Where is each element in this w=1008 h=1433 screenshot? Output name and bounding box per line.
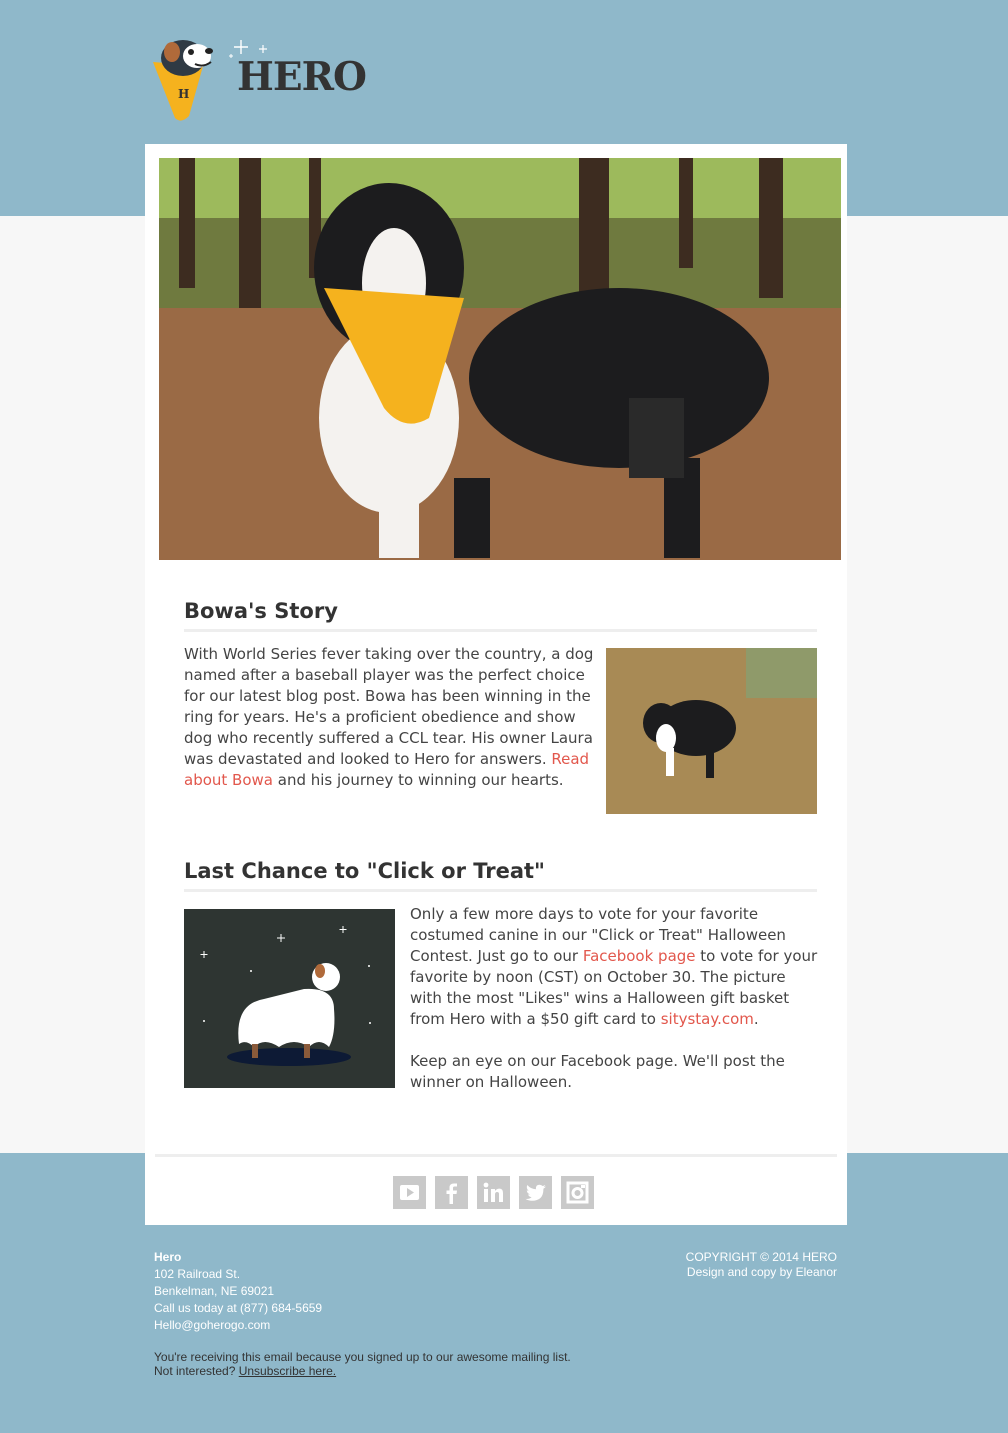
ghost-dog-illustration[interactable] (184, 909, 395, 1088)
read-about-bowa-link[interactable]: Read about Bowa (184, 750, 590, 789)
story-text-part: and his journey to winning our hearts. (272, 771, 564, 789)
story-text-part: With World Series fever taking over the country, a dog named after a baseball player was the perfect choice for our latest blog post. Bowa has been winning in the ring for years. He's a proficient obedience and show dog who recently suffered a CCL tear. His owner Laura was devastated and looked to Hero for answers. (184, 645, 594, 768)
twitter-icon[interactable] (519, 1176, 552, 1209)
hero-dog-photo[interactable] (159, 158, 841, 560)
svg-text:H: H (178, 87, 190, 101)
story-text-part: to vote for your favorite by noon (CST) on October 30. The picture with the most "Likes" wins a Halloween gift basket from Hero with a $50 gift card to (410, 947, 818, 1028)
linkedin-icon[interactable] (477, 1176, 510, 1209)
instagram-icon[interactable] (561, 1176, 594, 1209)
footer-contact (154, 1249, 322, 1334)
footer-address-1: 102 Railroad St. (154, 1267, 241, 1281)
mailing-notice-text: You're receiving this email because you signed up to our awesome mailing list. (154, 1350, 571, 1364)
social-links (393, 1176, 594, 1209)
facebook-page-link[interactable]: Facebook page (582, 947, 696, 965)
unsubscribe-link[interactable]: Unsubscribe here. (238, 1364, 337, 1378)
brand-name: HERO (237, 54, 366, 100)
footer-address-2: Benkelman, NE 69021 (154, 1284, 275, 1298)
story-title-bowa: Bowa's Story (184, 599, 817, 632)
bowa-photo[interactable] (606, 648, 817, 814)
story-text-click-or-treat (410, 904, 820, 1093)
facebook-icon[interactable] (435, 1176, 468, 1209)
footer-phone[interactable]: Call us today at (877) 684-5659 (154, 1301, 323, 1315)
email-card (145, 144, 847, 1225)
footer-company: Hero (154, 1250, 182, 1264)
copyright-text: COPYRIGHT © 2014 HERO (685, 1250, 837, 1264)
footer-credits (560, 1250, 837, 1280)
mailing-notice (154, 1350, 571, 1378)
story-text-bowa (184, 644, 594, 791)
dog-mascot-icon (145, 36, 225, 126)
not-interested-text: Not interested? (154, 1364, 239, 1378)
hero-logo[interactable] (145, 36, 375, 126)
footer-email[interactable]: Hello@goherogo.com (154, 1318, 271, 1332)
footer-divider (155, 1154, 837, 1157)
sitystay-link[interactable]: sitystay.com (660, 1010, 754, 1028)
youtube-icon[interactable] (393, 1176, 426, 1209)
story-text-part: . (753, 1010, 759, 1028)
design-credit: Design and copy by Eleanor (686, 1265, 837, 1279)
unsubscribe-line (154, 1364, 571, 1378)
story-text-part: Only a few more days to vote for your favorite costumed canine in our "Click or Treat" Halloween Contest. Just go to our (410, 905, 786, 965)
story-paragraph-2: Keep an eye on our Facebook page. We'll post the winner on Halloween. (410, 1052, 785, 1091)
story-title-click-or-treat: Last Chance to "Click or Treat" (184, 859, 817, 892)
